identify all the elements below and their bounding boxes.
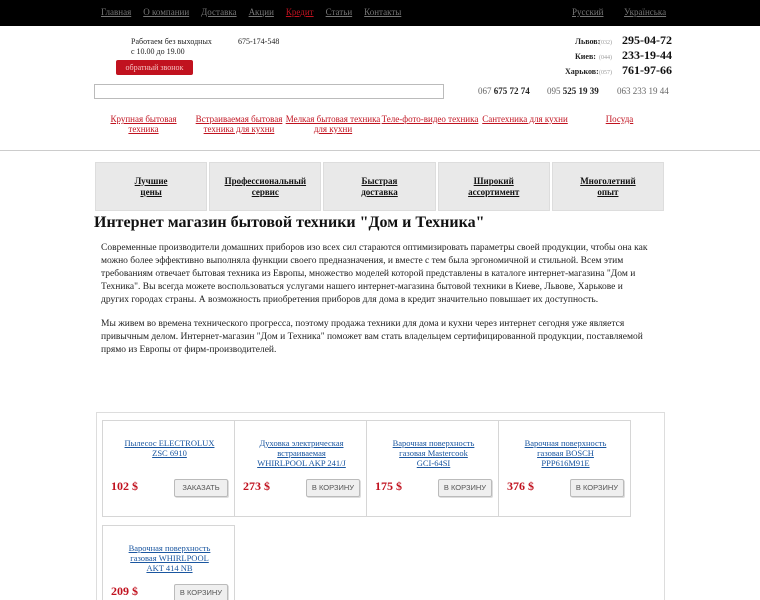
category-label-line1: Крупная бытовая (110, 114, 177, 124)
feature-line2: доставка (361, 186, 398, 197)
city-number: 295-04-72 (622, 33, 672, 47)
lang-russian[interactable]: Русский (572, 7, 604, 17)
city-number: 233-19-44 (622, 48, 672, 62)
nav-credit[interactable]: Кредит (285, 7, 314, 17)
features-bar (95, 162, 664, 211)
order-button[interactable]: ЗАКАЗАТЬ (174, 479, 228, 497)
city-phones (565, 33, 672, 78)
feature-line1: Быстрая (361, 175, 398, 186)
product-title-link[interactable] (505, 438, 626, 468)
mobile-number: 675 72 74 (493, 86, 530, 96)
product-card (366, 420, 499, 517)
nav-delivery[interactable]: Доставка (201, 7, 237, 17)
add-to-cart-button[interactable]: В КОРЗИНУ (306, 479, 360, 497)
product-price: 273 $ (243, 479, 270, 493)
category-menu (94, 114, 668, 134)
category-label-line2: техника (128, 124, 159, 134)
product-title-line2: газовая WHIRLPOOL (130, 553, 209, 563)
feature-line2: ассортимент (468, 186, 520, 197)
lang-ukrainian[interactable]: Українська (624, 7, 667, 17)
product-price: 209 $ (111, 584, 138, 598)
mobile-phone-2 (547, 86, 599, 96)
mobile-phone-1 (478, 86, 530, 96)
product-title-line1: Варочная поверхность (392, 438, 475, 448)
nav-contacts[interactable]: Контакты (364, 7, 402, 17)
top-bar (0, 0, 760, 26)
product-card (498, 420, 631, 517)
product-card (234, 420, 367, 517)
search-input[interactable] (94, 84, 444, 99)
feature-best-prices[interactable] (95, 162, 207, 211)
intro-paragraph-1: Современные производители домашних приборов изо всех сил стараются оптимизировать параметры своей продукции, чтобы она как можно более эффективно выполняла функции своего предназначения, и вместе с тем была эргономичной и стильной. Всем этим требованиям отвечает бытовая техника из Европы, множество моделей которой представлены в каталоге интернет-магазина "Дом и Техника". Вы всегда можете воспользоваться услугами нашего интернет-магазина бытовой техники в Киеве, Львове, Харькове и других городах страны. А возможность приобретения приборов для дома в кредит значительно повышает их доступность. (101, 243, 648, 305)
product-price: 175 $ (375, 479, 402, 493)
work-hours (131, 37, 212, 57)
feature-line1: Профессиональный (224, 175, 307, 186)
feature-line1: Широкий (473, 175, 514, 186)
category-label-line1: Сантехника для кухни (482, 114, 568, 124)
product-title-line1: Пылесос ELECTROLUX (124, 438, 215, 448)
nav-about[interactable]: О компании (143, 7, 190, 17)
product-title-line3: WHIRLPOOL AKP 241/J (257, 458, 346, 468)
product-title-line3: GCI-64SI (416, 458, 451, 468)
product-grid (96, 412, 665, 600)
feature-professional-service[interactable] (209, 162, 321, 211)
top-nav (101, 7, 401, 17)
category-label-line1: Посуда (605, 114, 634, 124)
product-title-line1: Духовка электрическая (259, 438, 344, 448)
mobile-number: 233 19 44 (632, 86, 669, 96)
product-title-link[interactable] (241, 438, 362, 468)
product-title-line2: ZSC 6910 (152, 448, 187, 458)
header-divider (0, 150, 760, 151)
city-name: Киев: (575, 52, 596, 61)
category-large-appliances[interactable] (94, 114, 193, 134)
feature-wide-range[interactable] (438, 162, 550, 211)
nav-home[interactable]: Главная (101, 7, 132, 17)
category-label-line1: Встраиваемая бытовая (195, 114, 283, 124)
header-phone: 675-174-548 (238, 37, 280, 46)
callback-button[interactable]: обратный звонок (116, 60, 193, 75)
nav-articles[interactable]: Статьи (325, 7, 353, 17)
add-to-cart-button[interactable]: В КОРЗИНУ (174, 584, 228, 600)
category-small-appliances[interactable] (285, 114, 381, 134)
category-dishes[interactable] (571, 114, 668, 134)
intro-paragraph-2: Мы живем во времена технического прогресса, поэтому продажа техники для дома и кухни через интернет сегодня уже является привычным делом. Интернет-магазин "Дом и Техника" поможет вам стать владельцем сертифицированной продукции, поставляемой прямо из Европы от фирм-производителей. (101, 319, 643, 355)
mobile-prefix: 067 (478, 86, 492, 96)
work-hours-line1: Работаем без выходных (131, 37, 212, 46)
product-title-line2: газовая Mastercook (399, 448, 468, 458)
category-tv-photo-video[interactable] (381, 114, 479, 134)
product-title-line3: PPP616M91E (541, 458, 590, 468)
product-card (102, 525, 235, 600)
category-plumbing[interactable] (479, 114, 571, 134)
city-number: 761-97-66 (622, 63, 672, 77)
category-label-line1: Мелкая бытовая техника (285, 114, 381, 124)
product-card (102, 420, 235, 517)
product-title-line2: газовая BOSCH (537, 448, 594, 458)
product-title-line1: Варочная поверхность (524, 438, 607, 448)
product-price: 376 $ (507, 479, 534, 493)
city-name: Харьков: (565, 67, 599, 76)
city-phone-kyiv (575, 48, 672, 63)
feature-experience[interactable] (552, 162, 664, 211)
feature-line2: сервис (251, 186, 279, 197)
page-title: Интернет магазин бытовой техники "Дом и Техника" (94, 214, 485, 231)
feature-line2: опыт (597, 186, 619, 197)
mobile-prefix: 095 (547, 86, 561, 96)
product-title-link[interactable] (373, 438, 494, 468)
mobile-prefix: 063 (617, 86, 631, 96)
feature-line2: цены (140, 186, 162, 197)
category-built-in-appliances[interactable] (193, 114, 285, 134)
product-title-line2: встраиваемая (277, 448, 326, 458)
city-code: (032) (599, 40, 612, 46)
product-title-line1: Варочная поверхность (128, 543, 211, 553)
city-phone-lviv (575, 33, 672, 48)
category-label-line1: Теле-фото-видео техника (381, 114, 479, 124)
work-hours-line2: с 10.00 до 19.00 (131, 47, 185, 56)
category-label-line2: техника для кухни (203, 124, 275, 134)
feature-line1: Лучшие (134, 175, 168, 186)
city-code: (057) (599, 70, 612, 76)
add-to-cart-button[interactable]: В КОРЗИНУ (570, 479, 624, 497)
feature-line1: Многолетний (580, 175, 636, 186)
add-to-cart-button[interactable]: В КОРЗИНУ (438, 479, 492, 497)
product-title-link[interactable] (109, 543, 230, 573)
nav-promotions[interactable]: Акции (248, 7, 274, 17)
city-phone-kharkiv (565, 63, 672, 78)
product-price: 102 $ (111, 479, 138, 493)
category-label-line2: для кухни (313, 124, 353, 134)
mobile-phone-3 (617, 86, 669, 96)
mobile-number: 525 19 39 (562, 86, 599, 96)
city-name: Львов: (575, 37, 601, 46)
product-title-link[interactable] (109, 438, 230, 458)
feature-fast-delivery[interactable] (323, 162, 435, 211)
product-title-line3: AKT 414 NB (146, 563, 193, 573)
city-code: (044) (599, 55, 612, 61)
